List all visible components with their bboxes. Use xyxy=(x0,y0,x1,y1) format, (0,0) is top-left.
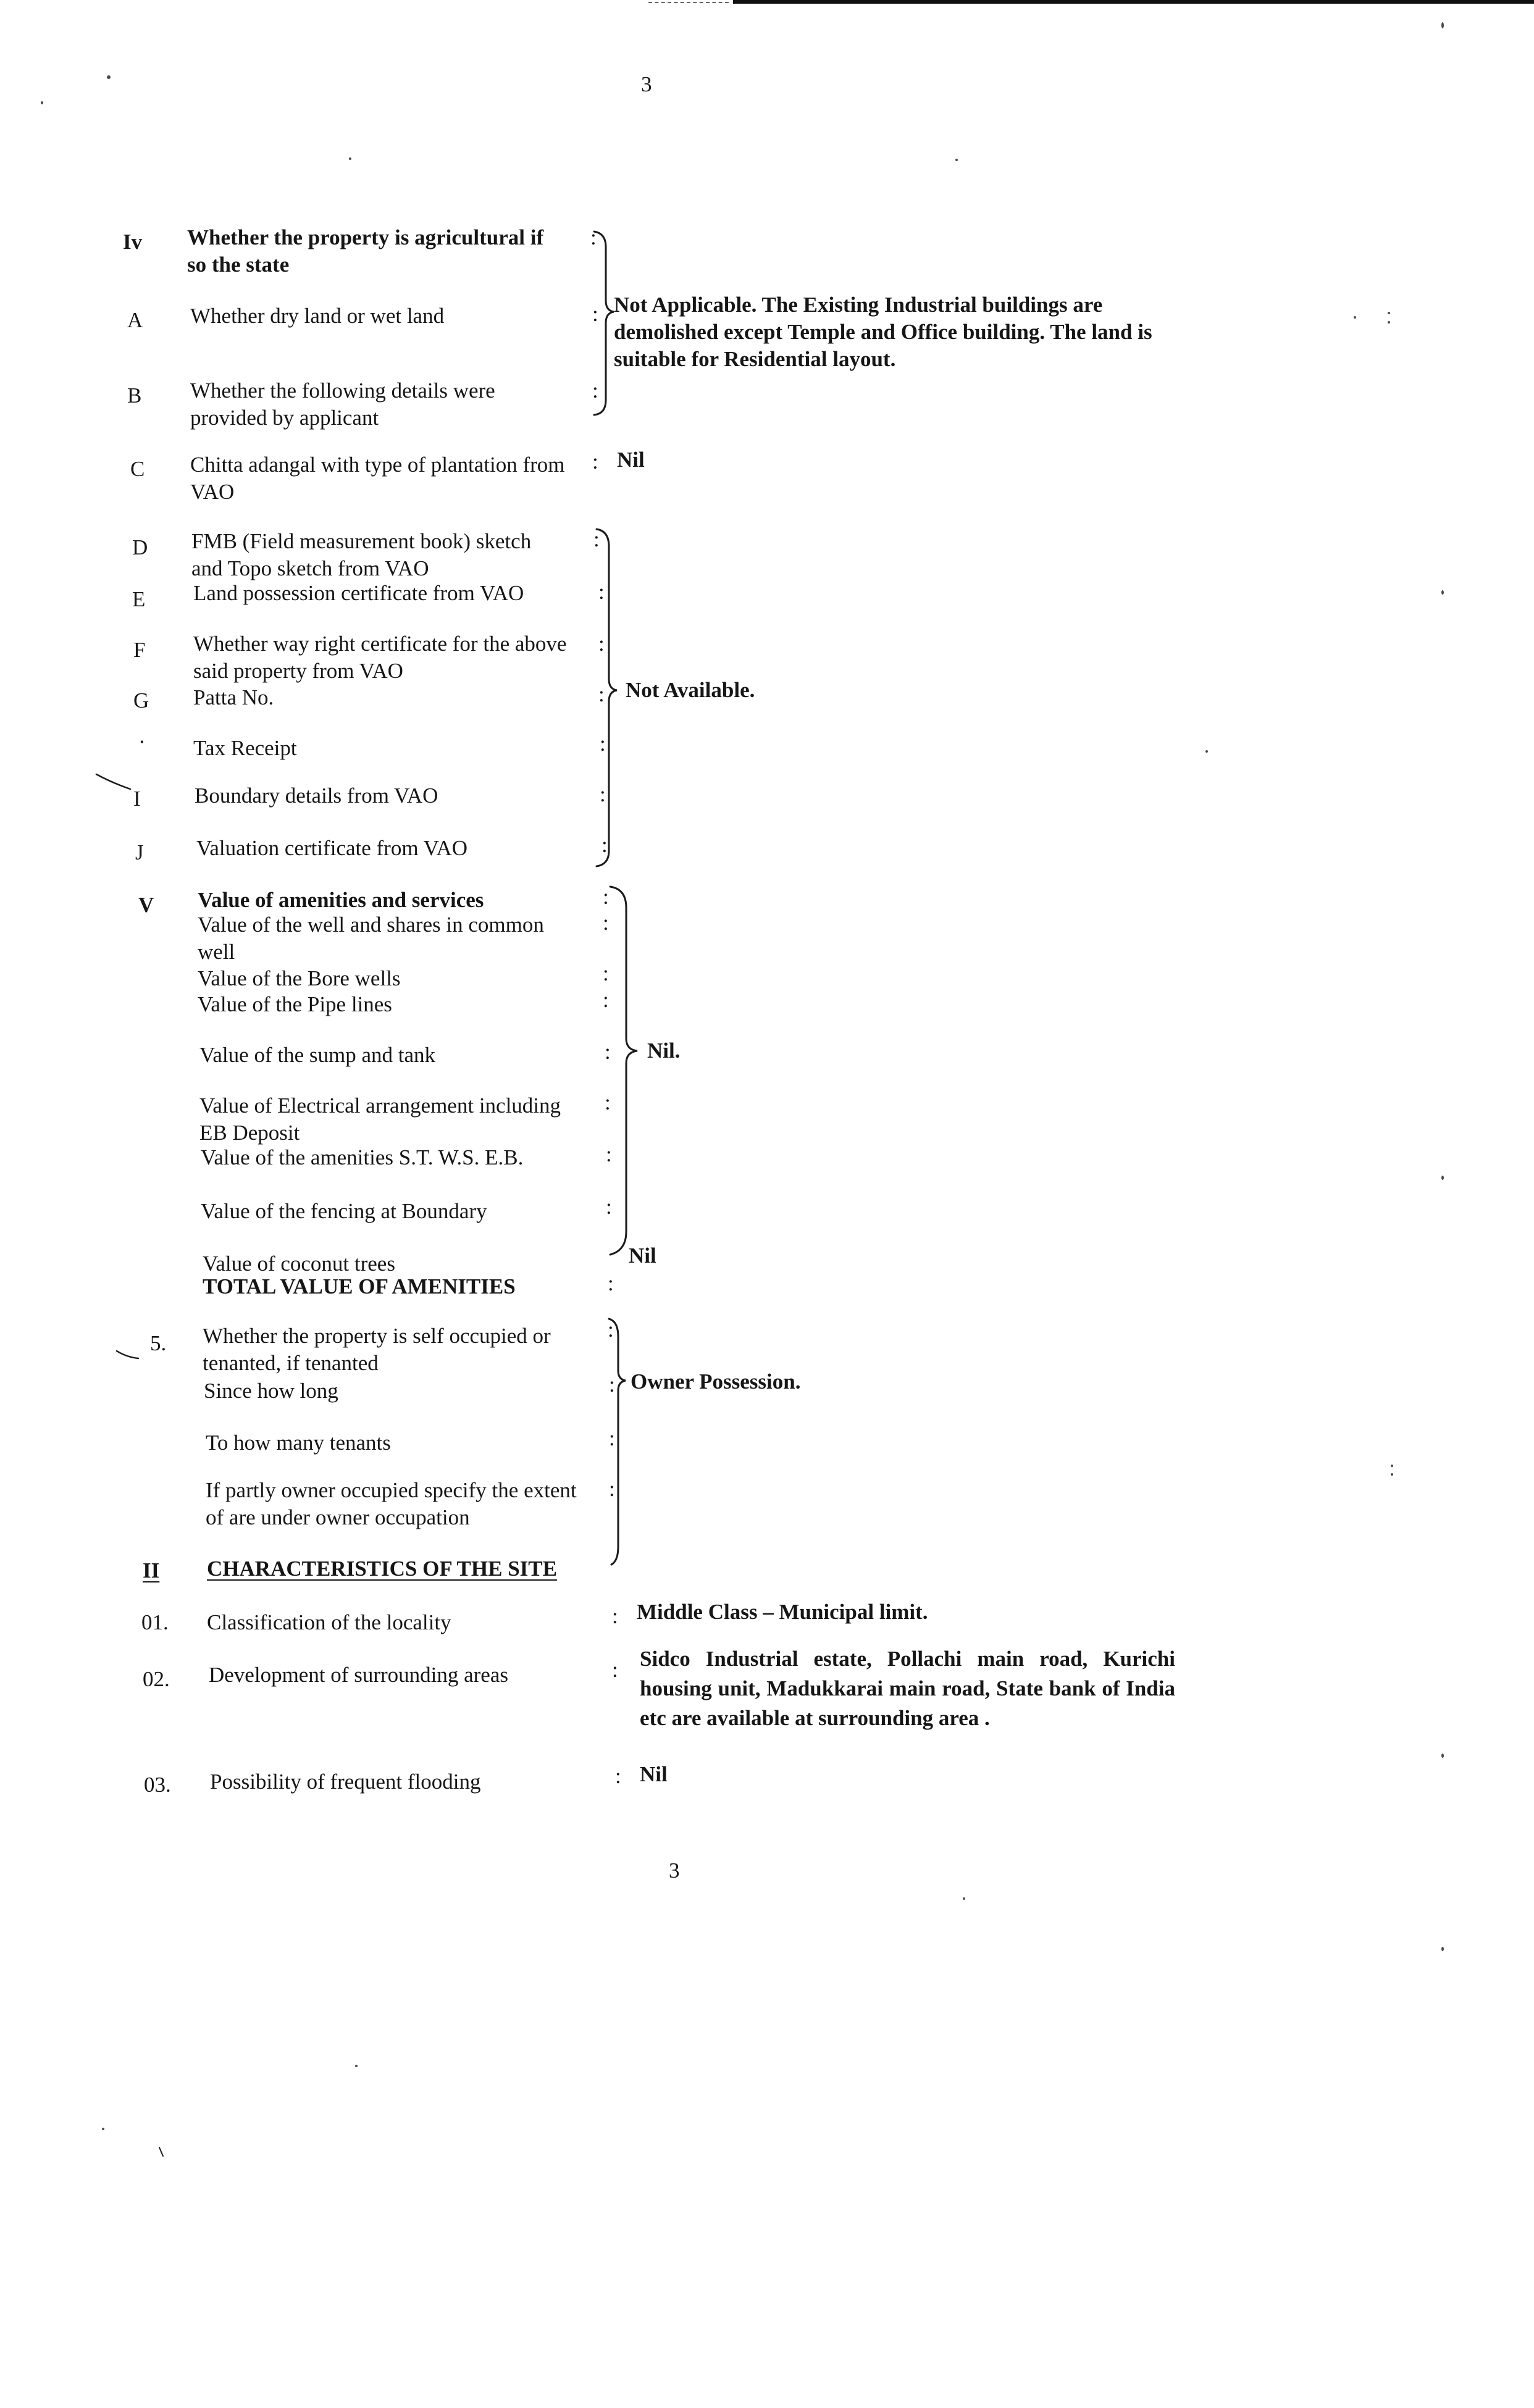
value-line: housing unit, Madukkarai main road, State bank of India xyxy=(640,1676,1175,1700)
item-label: Classification of the locality xyxy=(207,1610,451,1634)
section-index: II xyxy=(143,1558,160,1582)
separator-colon: : xyxy=(608,1271,614,1295)
separator-colon: : xyxy=(612,1658,618,1682)
item-label: Valuation certificate from VAO xyxy=(196,836,467,860)
separator-colon: : xyxy=(592,302,598,326)
value-line: Sidco Industrial estate, Pollachi main road, Kurichi xyxy=(640,1647,1175,1671)
separator-colon: : xyxy=(606,1195,612,1219)
separator-colon: : xyxy=(609,1373,615,1397)
separator-colon: : xyxy=(593,527,600,551)
section-heading xyxy=(187,224,543,278)
agricultural-value xyxy=(614,291,1152,373)
item-label: Value of the Pipe lines xyxy=(198,992,392,1016)
item-label: Possibility of frequent flooding xyxy=(210,1770,481,1794)
label-line: Chitta adangal with type of plantation from xyxy=(190,453,565,477)
label-line: said property from VAO xyxy=(193,659,403,683)
scan-speck xyxy=(955,159,958,161)
separator-colon: : xyxy=(598,682,605,706)
item-label xyxy=(191,528,531,582)
section-heading: CHARACTERISTICS OF THE SITE xyxy=(207,1557,557,1581)
scan-speck xyxy=(1441,22,1444,28)
scan-speck xyxy=(1441,590,1444,595)
item-index: 03. xyxy=(144,1773,171,1797)
label-line: VAO xyxy=(190,480,235,504)
scan-speck xyxy=(1441,1754,1444,1758)
separator-colon: : xyxy=(612,1604,618,1628)
item-label: Development of surrounding areas xyxy=(209,1663,508,1687)
label-line: provided by applicant xyxy=(190,406,379,430)
item-index: G xyxy=(133,688,149,713)
separator-colon: : xyxy=(609,1477,615,1501)
item-index: · xyxy=(138,730,146,754)
label-line: Whether the following details were xyxy=(190,378,495,403)
item-label xyxy=(193,630,566,685)
separator-colon: : xyxy=(603,911,609,935)
separator-colon: : xyxy=(605,1040,611,1064)
documents-value: Not Available. xyxy=(626,678,755,702)
scan-speck xyxy=(1391,1473,1393,1476)
separator-colon: : xyxy=(615,1764,621,1788)
value-line: etc are available at surrounding area . xyxy=(640,1706,990,1730)
scan-speck xyxy=(349,157,351,160)
section-index: Iv xyxy=(123,230,143,254)
item-label: Since how long xyxy=(204,1379,338,1403)
item-label: Value of the amenities S.T. W.S. E.B. xyxy=(201,1145,524,1169)
scan-speck xyxy=(1391,1465,1393,1467)
item-label: Value of the sump and tank xyxy=(199,1043,435,1067)
item-index: C xyxy=(130,457,145,481)
scan-speck xyxy=(1205,750,1208,753)
item-label xyxy=(190,451,565,506)
item-index: A xyxy=(127,308,143,332)
item-label: Land possession certificate from VAO xyxy=(193,581,524,605)
item-label: Patta No. xyxy=(193,685,274,709)
scan-speck xyxy=(1441,1947,1444,1951)
label-line: and Topo sketch from VAO xyxy=(191,556,429,580)
top-rule-dashed xyxy=(648,2,729,3)
item-index: 01. xyxy=(141,1610,169,1634)
hand-mark xyxy=(117,1351,138,1358)
label-line: Value of Electrical arrangement including xyxy=(199,1093,561,1118)
label-line: tenanted, if tenanted xyxy=(203,1351,379,1375)
separator-colon: : xyxy=(609,1426,615,1450)
brace xyxy=(610,887,637,1255)
item-label xyxy=(190,377,495,432)
item-label: Boundary details from VAO xyxy=(195,784,438,808)
separator-colon: : xyxy=(603,988,609,1012)
separator-colon: : xyxy=(598,580,605,604)
label-line: If partly owner occupied specify the extent xyxy=(206,1478,577,1502)
heading-line: so the state xyxy=(187,253,290,277)
separator-colon: : xyxy=(600,732,606,756)
separator-colon: : xyxy=(592,449,598,474)
heading-line: Whether the property is agricultural if xyxy=(187,225,544,249)
item-label: Tax Receipt xyxy=(193,736,297,760)
label-line: FMB (Field measurement book) sketch xyxy=(191,529,532,553)
value-line: suitable for Residential layout. xyxy=(614,347,896,371)
section-heading: Value of amenities and services xyxy=(198,888,484,912)
section-index: V xyxy=(138,893,154,917)
top-rule xyxy=(733,0,1534,4)
scan-speck xyxy=(102,2128,104,2130)
page-number-bottom: 3 xyxy=(669,1858,680,1883)
separator-colon: : xyxy=(603,885,609,909)
scan-speck xyxy=(1354,316,1356,319)
item-label xyxy=(198,911,544,966)
label-line: Whether the property is self occupied or xyxy=(203,1324,551,1348)
label-line: Whether way right certificate for the above xyxy=(193,632,567,656)
separator-colon: : xyxy=(606,1142,612,1166)
scan-speck xyxy=(41,101,43,104)
scan-speck xyxy=(1388,312,1390,314)
item-index: I xyxy=(133,787,141,811)
separator-colon: : xyxy=(601,833,608,857)
scan-speck xyxy=(355,2065,358,2067)
item-value: Nil xyxy=(617,448,645,472)
item-label: Whether dry land or wet land xyxy=(190,304,445,328)
item-index: E xyxy=(132,587,146,611)
item-index: 02. xyxy=(143,1667,170,1691)
item-value xyxy=(640,1644,1175,1733)
section-index: 5. xyxy=(150,1331,167,1355)
scan-speck xyxy=(963,1897,965,1900)
separator-colon: : xyxy=(605,1090,611,1114)
amenities-total-value: Nil xyxy=(629,1244,656,1268)
hand-mark xyxy=(159,2147,163,2156)
item-label: Value of the Bore wells xyxy=(198,966,401,990)
value-line: demolished except Temple and Office building. The land is xyxy=(614,320,1152,344)
label-line: Value of the well and shares in common xyxy=(198,913,544,937)
label-line: EB Deposit xyxy=(199,1121,300,1145)
item-value: Middle Class – Municipal limit. xyxy=(637,1600,928,1624)
amenities-value: Nil. xyxy=(647,1039,681,1063)
scan-speck xyxy=(1441,1176,1444,1180)
item-label: To how many tenants xyxy=(206,1431,391,1455)
separator-colon: : xyxy=(608,1318,614,1342)
scan-speck xyxy=(107,75,111,79)
item-index: J xyxy=(135,840,144,864)
scan-speck xyxy=(1388,321,1390,324)
amenities-total-label: TOTAL VALUE OF AMENITIES xyxy=(203,1274,516,1298)
separator-colon: : xyxy=(600,782,606,806)
label-line: of are under owner occupation xyxy=(206,1505,470,1529)
item-label xyxy=(206,1477,577,1531)
value-line: Not Applicable. The Existing Industrial buildings are xyxy=(614,293,1103,317)
separator-colon: : xyxy=(590,225,597,249)
item-label: Value of coconut trees xyxy=(203,1252,395,1276)
page-number-top: 3 xyxy=(641,72,652,96)
hand-mark xyxy=(96,774,130,789)
item-index: D xyxy=(132,535,148,559)
item-value: Nil xyxy=(640,1762,668,1786)
separator-colon: : xyxy=(603,961,609,985)
item-label: Value of the fencing at Boundary xyxy=(201,1199,487,1223)
separator-colon: : xyxy=(592,378,598,403)
item-label xyxy=(203,1323,551,1377)
label-line: well xyxy=(198,940,235,964)
item-index: F xyxy=(133,638,146,662)
item-label xyxy=(199,1092,561,1147)
separator-colon: : xyxy=(598,632,605,656)
occupancy-value: Owner Possession. xyxy=(631,1369,801,1394)
item-index: B xyxy=(127,383,142,408)
